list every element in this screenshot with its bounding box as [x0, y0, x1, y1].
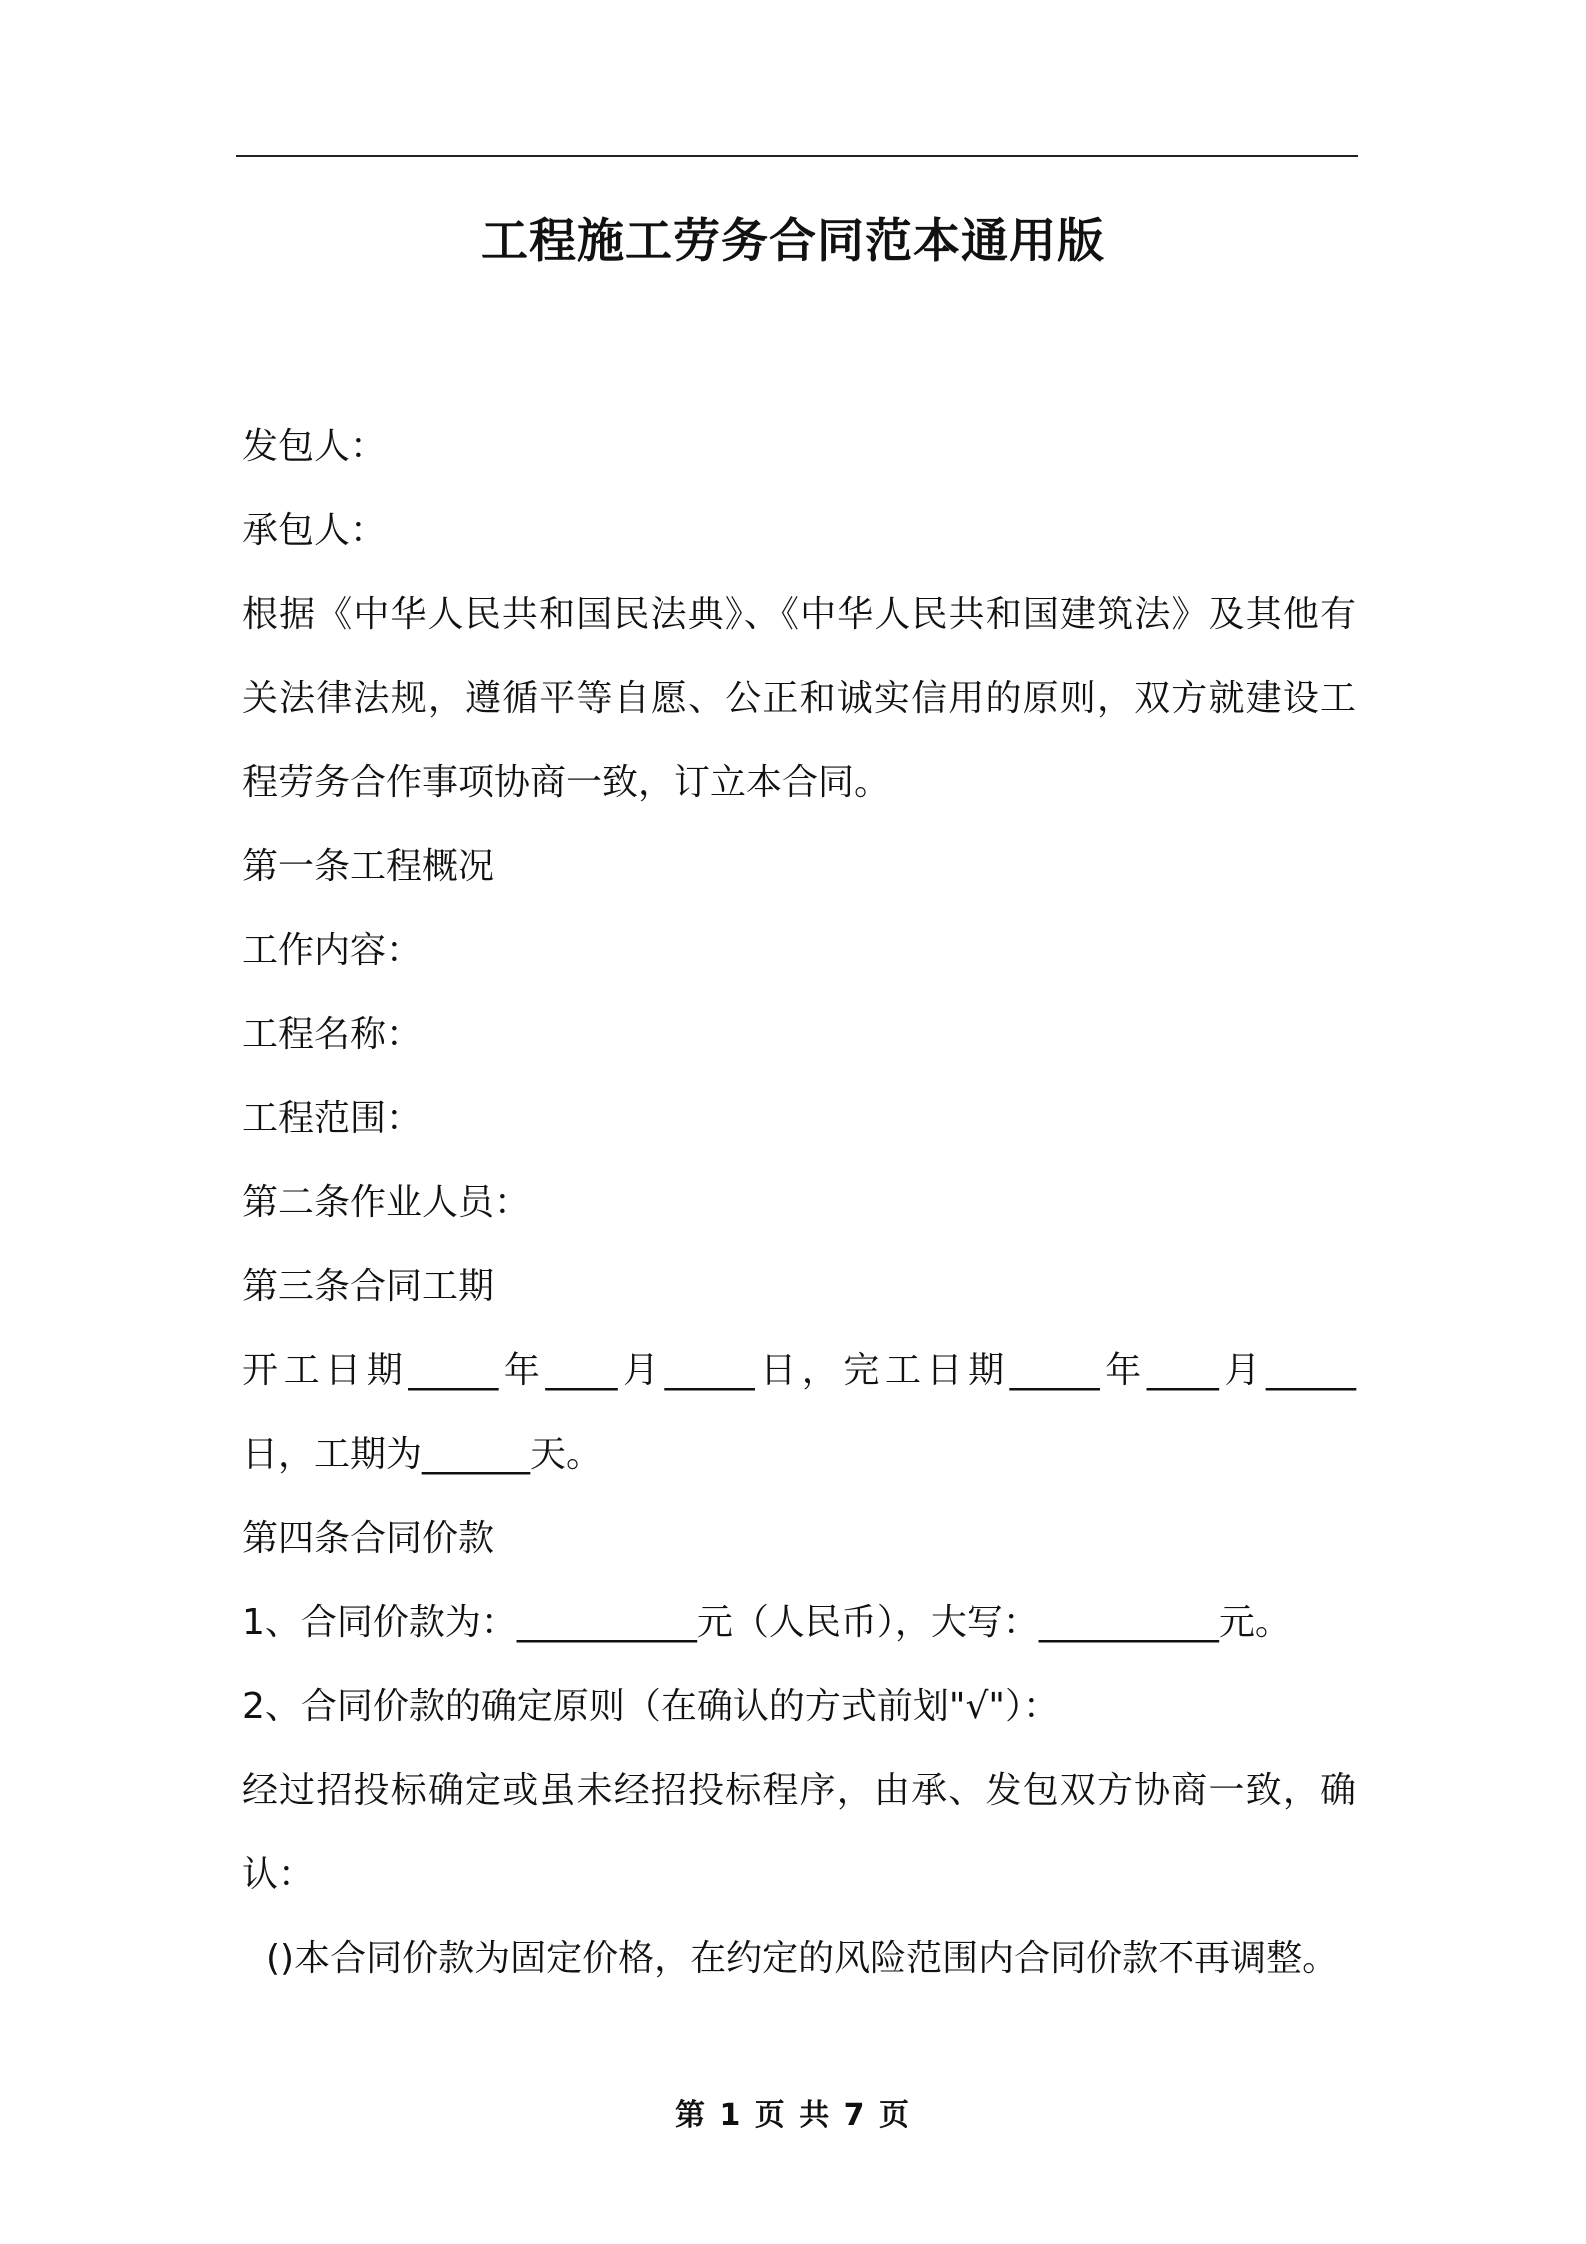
project-name-line: 工程名称：: [242, 1014, 423, 1055]
contract-price-line: 1、合同价款为：__________元（人民币），大写：__________元。: [242, 1602, 1291, 1643]
document-body: [242, 405, 1356, 2001]
document-title: 工程施工劳务合同范本通用版: [481, 214, 1105, 269]
construction-dates-line-2: 日，工期为______天。: [242, 1434, 603, 1475]
preamble-line-1: 根据《中华人民共和国民法典》、《中华人民共和国建筑法》及其他有: [242, 594, 1356, 635]
preamble-line-2: 关法律法规，遵循平等自愿、公正和诚实信用的原则，双方就建设工: [242, 678, 1356, 719]
project-scope-line: 工程范围：: [242, 1098, 423, 1139]
construction-dates-line-1: 开工日期_____年____月_____日，完工日期_____年____月_____: [242, 1350, 1356, 1391]
contract-issuer-line: 发包人：: [242, 426, 387, 467]
contractor-line: 承包人：: [242, 510, 387, 551]
article-1-heading: 第一条工程概况: [242, 846, 495, 887]
fixed-price-option-line: ()本合同价款为固定价格，在约定的风险范围内合同价款不再调整。: [266, 1938, 1339, 1979]
header-rule: [236, 155, 1358, 157]
article-3-heading: 第三条合同工期: [242, 1266, 495, 1307]
work-content-line: 工作内容：: [242, 930, 423, 971]
article-4-heading: 第四条合同价款: [242, 1518, 495, 1559]
article-2-heading: 第二条作业人员：: [242, 1182, 531, 1223]
tender-confirmation-line-2: 认：: [242, 1854, 315, 1895]
page-number: 第 1 页 共 7 页: [675, 2098, 911, 2133]
tender-confirmation-line-1: 经过招投标确定或虽未经招投标程序，由承、发包双方协商一致，确: [242, 1770, 1356, 1811]
preamble-line-3: 程劳务合作事项协商一致，订立本合同。: [242, 762, 891, 803]
price-principle-line: 2、合同价款的确定原则（在确认的方式前划"√"）：: [242, 1686, 1059, 1727]
